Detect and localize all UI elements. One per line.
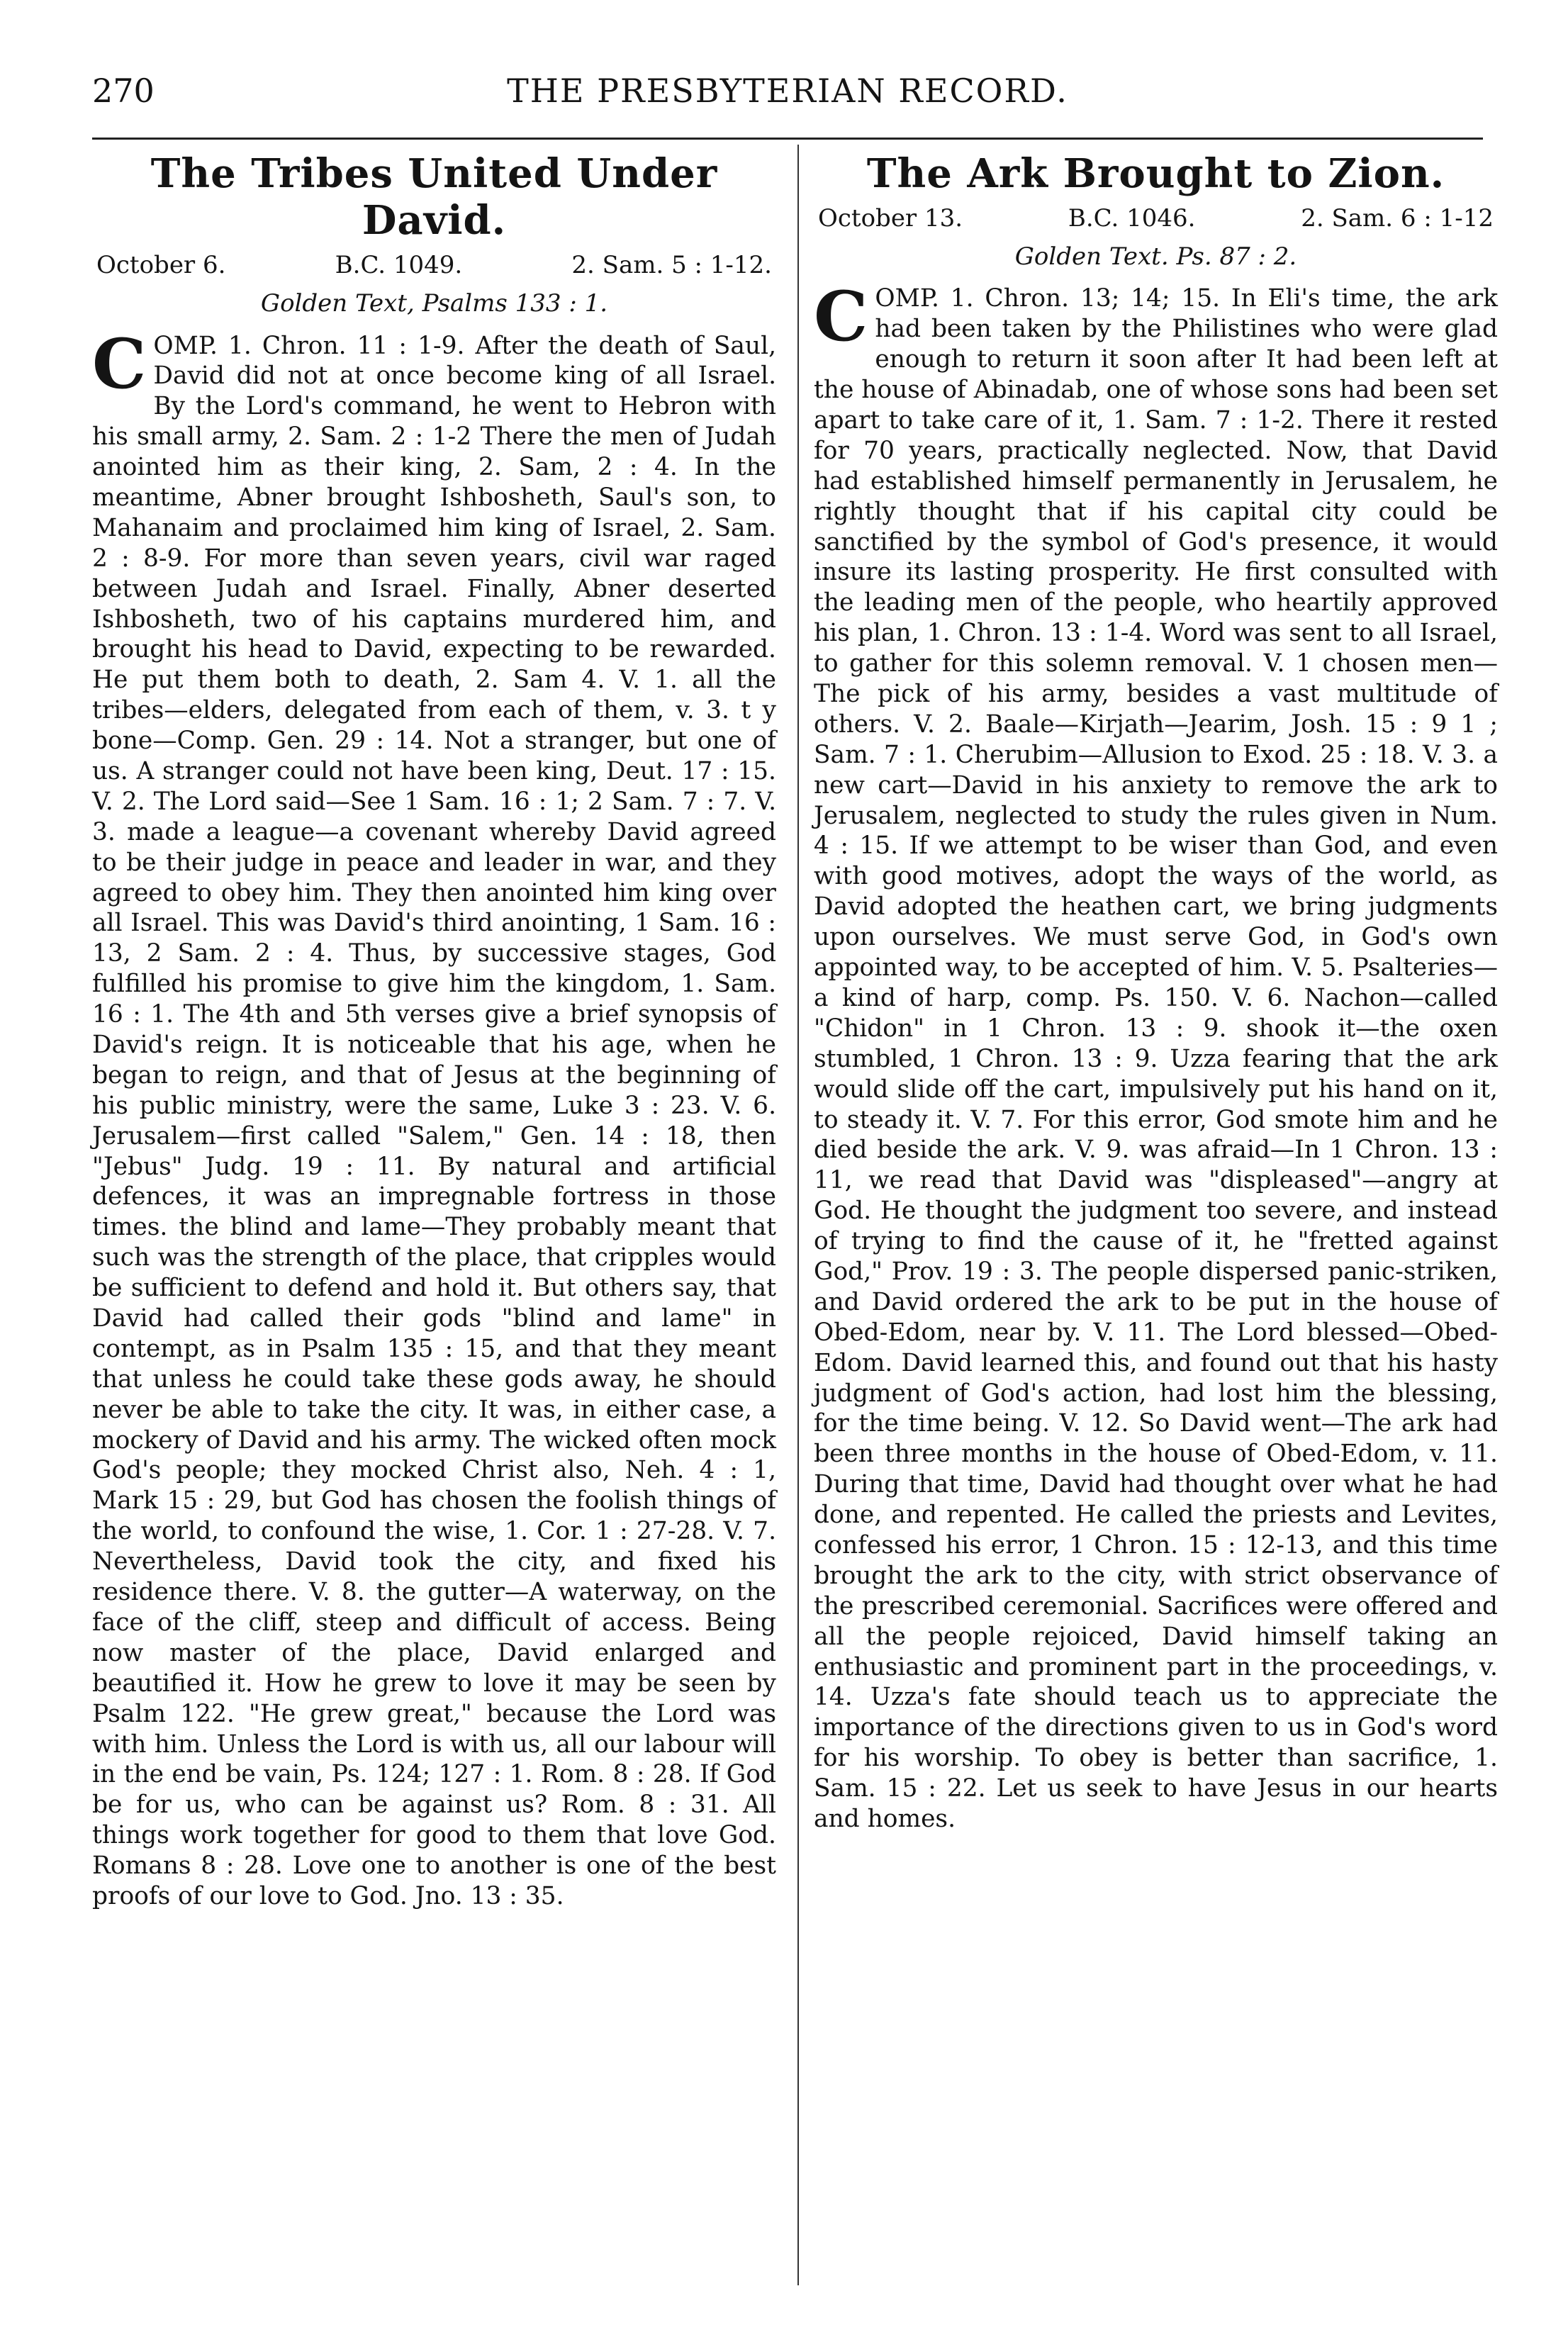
journal-title: THE PRESBYTERIAN RECORD. xyxy=(507,72,1068,110)
column-divider xyxy=(797,145,799,2285)
running-head xyxy=(92,62,1483,119)
drop-initial: C xyxy=(814,276,868,357)
header-rule xyxy=(92,138,1483,140)
golden-text: Golden Text. Ps. 87 : 2. xyxy=(1014,242,1297,271)
golden-text: Golden Text, Psalms 133 : 1. xyxy=(260,289,608,318)
lesson-date: October 13. xyxy=(818,204,963,233)
lesson-body-text: OMP. 1. Chron. 11 : 1-9. After the death of Saul, David did not at once become king of all Israel. By the Lord's command, he went to Hebron with his small army, 2. Sam. 2 : 1-2 There the men of Judah anointed him as their king, 2. Sam, 2 : 4. In the meantime, Abner brought Ishbosheth, Saul's son, to Mahanaim and proclaimed him king of Israel, 2. Sam. 2 : 8-9. For more than seven years, civil war raged between Judah and Israel. Finally, Abner deserted Ishbosheth, two of his captains murdered him, and brought his head to David, expecting to be rewarded. He put them both to death, 2. Sam 4. V. 1. all the tribes—elders, delegated from each of them, v. 3. t y bone—Comp. Gen. 29 : 14. Not a stranger, but one of us. A stranger could not have been king, Deut. 17 : 15. V. 2. The Lord said—See 1 Sam. 16 : 1; 2 Sam. 7 : 7. V. 3. made a league—a covenant whereby David agreed to be their judge in peace and leader in war, and they agreed to obey him. They then anointed him king over all Israel. This was David's third anointing, 1 Sam. 16 : 13, 2 Sam. 2 : 4. Thus, by successive stages, God fulfilled his promise to give him the kingdom, 1. Sam. 16 : 1. The 4th and 5th verses give a brief synopsis of David's reign. It is noticeable that his age, when he began to reign, and that of Jesus at the beginning of his public ministry, were the same, Luke 3 : 23. V. 6. Jerusalem—first called "Salem," Gen. 14 : 18, then "Jebus" Judg. 19 : 11. By natural and artificial defences, it was an impregnable fortress in those times. the blind and lame—They probably meant that such was the strength of the place, that cripples would be sufficient to defend and hold it. But others say, that David had called their gods "blind and lame" in contempt, as in Psalm 135 : 15, and that they meant that unless he could take these gods away, he should never be able to take the city. It was, in either case, a mockery of David and his army. The wicked often mock God's people; they mocked Christ also, Neh. 4 : 1, Mark 15 : 29, but God has chosen the foolish things of the world, to confound the wise, 1. Cor. 1 : 27-28. V. 7. Nevertheless, David took the city, and fixed his residence there. V. 8. the gutter—A waterway, on the face of the cliff, steep and difficult of access. Being now master of the place, David enlarged and beautified it. How he grew to love it may be seen by Psalm 122. "He grew great," because the Lord was with him. Unless the Lord is with us, all our labour will in the end be vain, Ps. 124; 127 : 1. Rom. 8 : 28. If God be for us, who can be against us? Rom. 8 : 31. All things work together for good to them that love God. Romans 8 : 28. Love one to another is one of the best proofs of our love to God. Jno. 13 : 35. xyxy=(92,331,776,1910)
lesson-passage: 2. Sam. 6 : 1-12 xyxy=(1301,204,1494,233)
lesson-body xyxy=(814,276,1498,1834)
lesson-meta xyxy=(818,203,1494,234)
page-number: 270 xyxy=(92,72,155,110)
lesson-passage: 2. Sam. 5 : 1-12. xyxy=(571,251,772,280)
drop-initial: C xyxy=(92,323,147,404)
lesson-left xyxy=(92,150,776,1912)
lesson-era: B.C. 1049. xyxy=(335,251,463,280)
lesson-era: B.C. 1046. xyxy=(1068,204,1196,233)
lesson-title: The Tribes United Under David. xyxy=(150,150,718,245)
lesson-title: The Ark Brought to Zion. xyxy=(866,150,1445,197)
lesson-body xyxy=(92,323,776,1912)
lesson-body-text: OMP. 1. Chron. 13; 14; 15. In Eli's time, the ark had been taken by the Philistines who were glad enough to return it soon after It had been left at the house of Abinadab, one of whose sons had been set apart to take care of it, 1. Sam. 7 : 1-2. There it rested for 70 years, practically neglected. Now, that David had established himself permanently in Jerusalem, he rightly thought that if his capital city could be sanctified by the symbol of God's presence, it would insure its lasting prosperity. He first consulted with the leading men of the people, who heartily approved his plan, 1. Chron. 13 : 1-4. Word was sent to all Israel, to gather for this solemn removal. V. 1 chosen men—The pick of his army, besides a vast multitude of others. V. 2. Baale—Kirjath—Jearim, Josh. 15 : 9 1 ; Sam. 7 : 1. Cherubim—Allusion to Exod. 25 : 18. V. 3. a new cart—David in his anxiety to remove the ark to Jerusalem, neglected to study the rules given in Num. 4 : 15. If we attempt to be wiser than God, and even with good motives, adopt the ways of the world, as David adopted the heathen cart, we bring judgments upon ourselves. We must serve God, in God's own appointed way, to be accepted of him. V. 5. Psalteries—a kind of harp, comp. Ps. 150. V. 6. Nachon—called "Chidon" in 1 Chron. 13 : 9. shook it—the oxen stumbled, 1 Chron. 13 : 9. Uzza fearing that the ark would slide off the cart, impulsively put his hand on it, to steady it. V. 7. For this error, God smote him and he died beside the ark. V. 9. was afraid—In 1 Chron. 13 : 11, we read that David was "displeased"—angry at God. He thought the judgment too severe, and instead of trying to find the cause of it, he "fretted against God," Prov. 19 : 3. The people dispersed panic-striken, and David ordered the ark to be put in the house of Obed-Edom, near by. V. 11. The Lord blessed—Obed-Edom. David learned this, and found out that his hasty judgment of God's action, had lost him the blessing, for the time being. V. 12. So David went—The ark had been three months in the house of Obed-Edom, v. 11. During that time, David had thought over what he had done, and repented. He called the priests and Levites, confessed his error, 1 Chron. 15 : 12-13, and this time brought the ark to the city, with strict observance of the prescribed ceremonial. Sacrifices were offered and all the people rejoiced, David himself taking an enthusiastic and prominent part in the proceedings, v. 14. Uzza's fate should teach us to appreciate the importance of the directions given to us in God's word for his worship. To obey is better than sacrifice, 1. Sam. 15 : 22. Let us seek to have Jesus in our hearts and homes. xyxy=(814,284,1498,1833)
lesson-meta xyxy=(96,250,772,281)
lesson-right xyxy=(814,150,1498,1835)
lesson-date: October 6. xyxy=(96,251,226,280)
